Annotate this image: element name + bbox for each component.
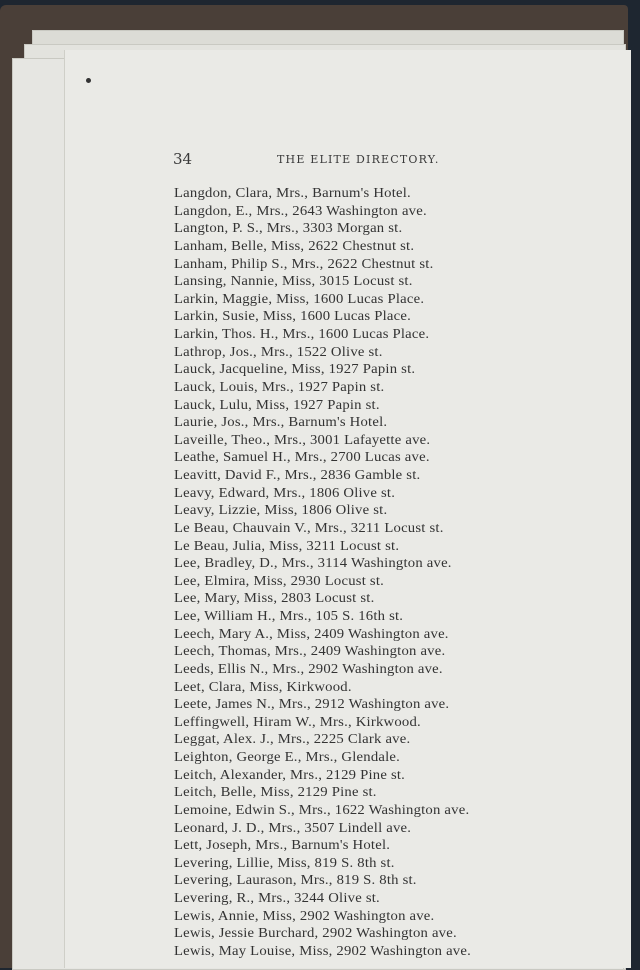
- directory-entry: Leggat, Alex. J., Mrs., 2225 Clark ave.: [174, 731, 411, 747]
- directory-entry: Lewis, May Louise, Miss, 2902 Washington ave.: [174, 942, 471, 958]
- page-header: [173, 150, 533, 168]
- directory-entry: Lee, Mary, Miss, 2803 Locust st.: [174, 590, 375, 606]
- directory-entry: Lee, Elmira, Miss, 2930 Locust st.: [174, 572, 385, 588]
- directory-entry: Leeds, Ellis N., Mrs., 2902 Washington ave.: [174, 660, 443, 676]
- directory-entry: Lauck, Jacqueline, Miss, 1927 Papin st.: [174, 361, 416, 377]
- directory-entry: Leavitt, David F., Mrs., 2836 Gamble st.: [174, 467, 421, 482]
- directory-entry: Levering, R., Mrs., 3244 Olive st.: [174, 890, 380, 905]
- directory-entry: Larkin, Maggie, Miss, 1600 Lucas Place.: [174, 290, 425, 306]
- directory-entry: Leitch, Belle, Miss, 2129 Pine st.: [174, 784, 377, 800]
- directory-entry: Lanham, Philip S., Mrs., 2622 Chestnut st.: [174, 255, 434, 271]
- ink-spot: [86, 78, 91, 83]
- directory-entry: Levering, Laurason, Mrs., 819 S. 8th st.: [174, 872, 417, 888]
- directory-entry: Leighton, George E., Mrs., Glendale.: [174, 749, 401, 764]
- directory-entry: Lewis, Annie, Miss, 2902 Washington ave.: [174, 907, 435, 923]
- directory-entry: Leete, James N., Mrs., 2912 Washington ave.: [174, 696, 450, 712]
- directory-entries: [174, 184, 471, 960]
- directory-entry: Leavy, Lizzie, Miss, 1806 Olive st.: [174, 502, 388, 518]
- directory-entry: Lathrop, Jos., Mrs., 1522 Olive st.: [174, 343, 383, 359]
- directory-entry: Langdon, E., Mrs., 2643 Washington ave.: [174, 202, 427, 218]
- directory-entry: Levering, Lillie, Miss, 819 S. 8th st.: [174, 854, 395, 870]
- directory-entry: Laveille, Theo., Mrs., 3001 Lafayette ave.: [174, 431, 431, 447]
- directory-entry: Lewis, Jessie Burchard, 2902 Washington ave.: [174, 925, 457, 941]
- directory-entry: Le Beau, Chauvain V., Mrs., 3211 Locust st.: [174, 519, 444, 535]
- directory-entry: Leech, Mary A., Miss, 2409 Washington ave.: [174, 625, 449, 641]
- directory-entry: Langdon, Clara, Mrs., Barnum's Hotel.: [174, 185, 411, 200]
- directory-entry: Lett, Joseph, Mrs., Barnum's Hotel.: [174, 837, 391, 853]
- directory-entry: Leffingwell, Hiram W., Mrs., Kirkwood.: [174, 713, 421, 729]
- directory-entry: Larkin, Thos. H., Mrs., 1600 Lucas Place.: [174, 326, 430, 341]
- directory-entry: Leathe, Samuel H., Mrs., 2700 Lucas ave.: [174, 449, 430, 465]
- directory-entry: Leet, Clara, Miss, Kirkwood.: [174, 678, 352, 694]
- directory-entry: Langton, P. S., Mrs., 3303 Morgan st.: [174, 220, 403, 236]
- page-number: 34: [173, 150, 193, 168]
- directory-entry: Lemoine, Edwin S., Mrs., 1622 Washington ave.: [174, 801, 470, 817]
- directory-entry: Leonard, J. D., Mrs., 3507 Lindell ave.: [174, 819, 412, 835]
- directory-entry: Lanham, Belle, Miss, 2622 Chestnut st.: [174, 237, 415, 253]
- directory-entry: Larkin, Susie, Miss, 1600 Lucas Place.: [174, 308, 411, 324]
- directory-entry: Leitch, Alexander, Mrs., 2129 Pine st.: [174, 766, 406, 782]
- directory-entry: Lee, William H., Mrs., 105 S. 16th st.: [174, 608, 404, 623]
- directory-entry: Leech, Thomas, Mrs., 2409 Washington ave.: [174, 643, 446, 659]
- directory-entry: Laurie, Jos., Mrs., Barnum's Hotel.: [174, 414, 388, 430]
- directory-entry: Lauck, Lulu, Miss, 1927 Papin st.: [174, 396, 380, 412]
- directory-entry: Lee, Bradley, D., Mrs., 3114 Washington ave.: [174, 555, 452, 571]
- directory-entry: Lansing, Nannie, Miss, 3015 Locust st.: [174, 273, 413, 289]
- directory-entry: Le Beau, Julia, Miss, 3211 Locust st.: [174, 537, 400, 553]
- running-title: THE ELITE DIRECTORY.: [277, 153, 440, 166]
- directory-entry: Leavy, Edward, Mrs., 1806 Olive st.: [174, 484, 396, 500]
- directory-entry: Lauck, Louis, Mrs., 1927 Papin st.: [174, 378, 385, 394]
